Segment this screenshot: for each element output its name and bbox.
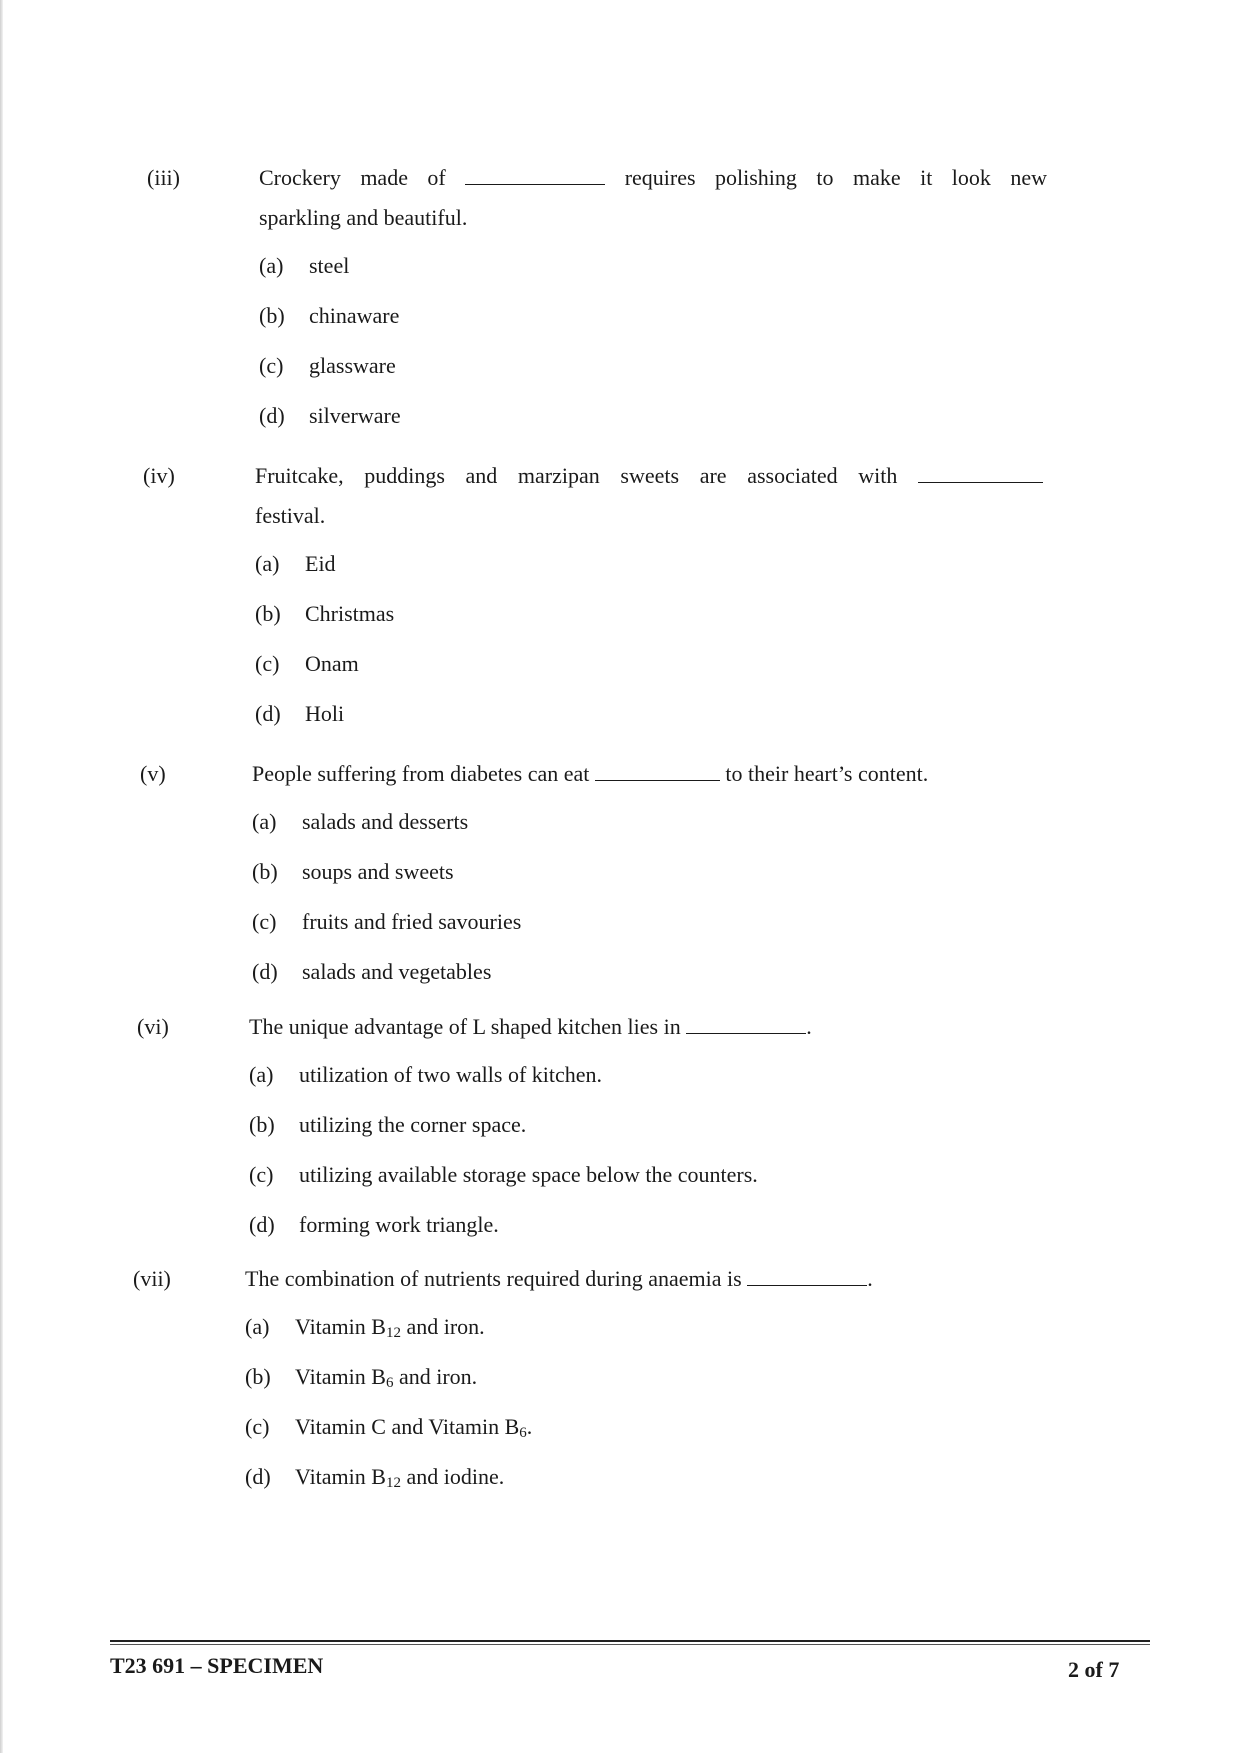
question-number: (vi) <box>137 1014 169 1039</box>
option-b[interactable]: (b) Christmas <box>255 601 395 626</box>
page-number: 2 of 7 <box>1068 1657 1120 1682</box>
question-body <box>255 456 1043 744</box>
option-d[interactable]: (d) Holi <box>255 701 345 726</box>
option-c[interactable]: (c) fruits and fried savouries <box>252 909 522 934</box>
option-c[interactable]: (c) Vitamin C and Vitamin $B_6$. <box>245 1414 533 1441</box>
question-body <box>245 1259 1045 1507</box>
answer-blank <box>595 756 720 781</box>
option-d[interactable]: (d) silverware <box>259 403 401 428</box>
option-a[interactable]: (a) Eid <box>255 551 336 576</box>
option-d[interactable]: (d) Vitamin $B_{12}$ and iodine. <box>245 1464 505 1491</box>
question-body <box>259 158 1047 446</box>
option-d[interactable]: (d) salads and vegetables <box>252 959 492 984</box>
question-number: (v) <box>140 761 166 786</box>
option-list <box>255 544 1043 744</box>
option-list <box>245 1307 1045 1507</box>
paper-code: T23 691 – SPECIMEN <box>110 1653 324 1678</box>
option-list <box>259 246 1047 446</box>
question-stem: The combination of nutrients required during anaemia is . <box>245 1259 1045 1299</box>
question-number: (iv) <box>143 463 175 488</box>
option-c[interactable]: (c) Onam <box>255 651 359 676</box>
option-a[interactable]: (a) salads and desserts <box>252 809 469 834</box>
question-stem: Fruitcake, puddings and marzipan sweets are associated with <box>255 456 1043 496</box>
question-body <box>252 754 1052 1002</box>
option-a[interactable]: (a) utilization of two walls of kitchen. <box>249 1062 603 1087</box>
question-body <box>249 1007 1049 1255</box>
question-stem: The unique advantage of L shaped kitchen lies in . <box>249 1007 1049 1047</box>
option-b[interactable]: (b) soups and sweets <box>252 859 454 884</box>
option-list <box>249 1055 1049 1255</box>
question-v <box>140 754 1040 1004</box>
option-b[interactable]: (b) chinaware <box>259 303 400 328</box>
question-stem: Crockery made of requires polishing to make it look new <box>259 158 1047 198</box>
page-edge-shadow <box>0 0 3 1753</box>
question-iv <box>143 456 1043 756</box>
answer-blank <box>465 160 605 185</box>
option-b[interactable]: (b) Vitamin $B_6$ and iron. <box>245 1364 478 1391</box>
question-vii <box>133 1259 1033 1519</box>
option-a[interactable]: (a) steel <box>259 253 350 278</box>
question-stem-continued: sparkling and beautiful. <box>259 205 468 230</box>
option-c[interactable]: (c) glassware <box>259 353 396 378</box>
question-vi <box>137 1007 1037 1257</box>
question-iii <box>147 158 1047 458</box>
footer-rule <box>110 1640 1150 1642</box>
question-number: (iii) <box>147 165 180 190</box>
answer-blank <box>686 1009 806 1034</box>
option-a[interactable]: (a) Vitamin $B_{12}$ and iron. <box>245 1314 485 1341</box>
option-b[interactable]: (b) utilizing the corner space. <box>249 1112 527 1137</box>
option-list <box>252 802 1052 1002</box>
answer-blank <box>918 458 1043 483</box>
question-number: (vii) <box>133 1266 171 1291</box>
question-stem-continued: festival. <box>255 503 326 528</box>
option-d[interactable]: (d) forming work triangle. <box>249 1212 499 1237</box>
footer-rule-thin <box>110 1644 1150 1645</box>
question-stem: People suffering from diabetes can eat to their heart’s content. <box>252 754 1052 794</box>
answer-blank <box>747 1261 867 1286</box>
option-c[interactable]: (c) utilizing available storage space below the counters. <box>249 1162 758 1187</box>
